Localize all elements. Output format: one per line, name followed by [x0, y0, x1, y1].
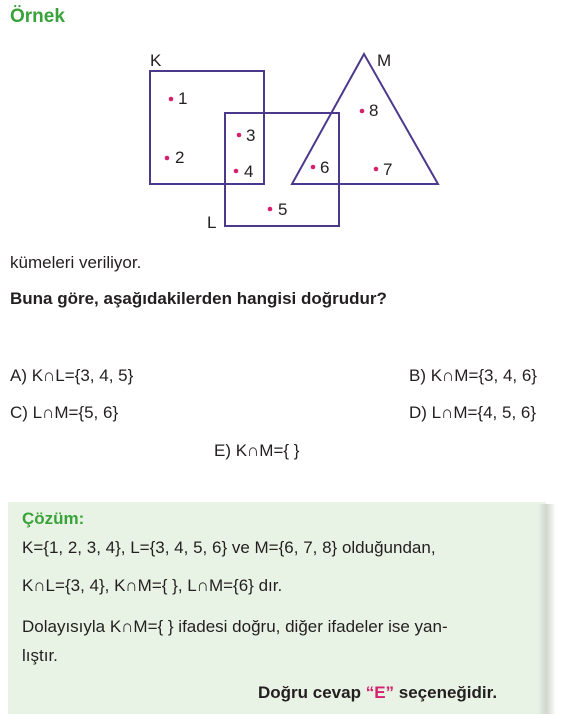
element-label: 3 [246, 126, 256, 145]
set-m-triangle [292, 54, 438, 184]
venn-diagram [0, 0, 574, 240]
final-answer-line [258, 683, 497, 703]
element-dot [165, 156, 170, 161]
solution-line: K∩L={3, 4}, K∩M={ }, L∩M={6} dır. [22, 576, 283, 595]
option-c: C) L∩M={5, 6} [10, 403, 119, 422]
option-d: D) L∩M={4, 5, 6} [409, 403, 537, 422]
element-label: 4 [244, 162, 254, 181]
element-dot [374, 167, 379, 172]
question-text: Buna göre, aşağıdakilerden hangisi doğrudur? [10, 289, 387, 308]
intro-text: kümeleri veriliyor. [10, 253, 142, 272]
element-label: 7 [383, 160, 393, 179]
element-dot [360, 109, 365, 114]
element-label: 8 [369, 101, 379, 120]
option-e: E) K∩M={ } [214, 441, 300, 460]
final-answer-prefix: Doğru cevap [258, 683, 366, 702]
example-title: Örnek [10, 6, 65, 27]
element-label: 5 [278, 200, 288, 219]
solution-line: Dolayısıyla K∩M={ } ifadesi doğru, diğer ifadeler ise yan- [22, 617, 448, 636]
set-l-label: L [207, 213, 217, 232]
element-label: 6 [320, 158, 330, 177]
solution-line: K={1, 2, 3, 4}, L={3, 4, 5, 6} ve M={6, 7, 8} olduğundan, [22, 538, 436, 557]
final-answer-suffix: seçeneğidir. [394, 683, 498, 702]
final-answer-choice: “E” [365, 683, 395, 702]
set-k-label: K [150, 51, 162, 70]
set-m-label: M [377, 51, 392, 70]
element-label: 1 [178, 89, 188, 108]
element-dot [169, 97, 174, 102]
option-b: B) K∩M={3, 4, 6} [409, 366, 537, 385]
option-a: A) K∩L={3, 4, 5} [10, 366, 134, 385]
element-dot [268, 207, 273, 212]
element-dot [234, 169, 239, 174]
element-label: 2 [175, 148, 185, 167]
solution-torn-edge [538, 504, 556, 714]
solution-title: Çözüm: [22, 509, 85, 528]
element-dot [311, 165, 316, 170]
element-dot [237, 133, 242, 138]
solution-line: lıştır. [22, 646, 58, 665]
